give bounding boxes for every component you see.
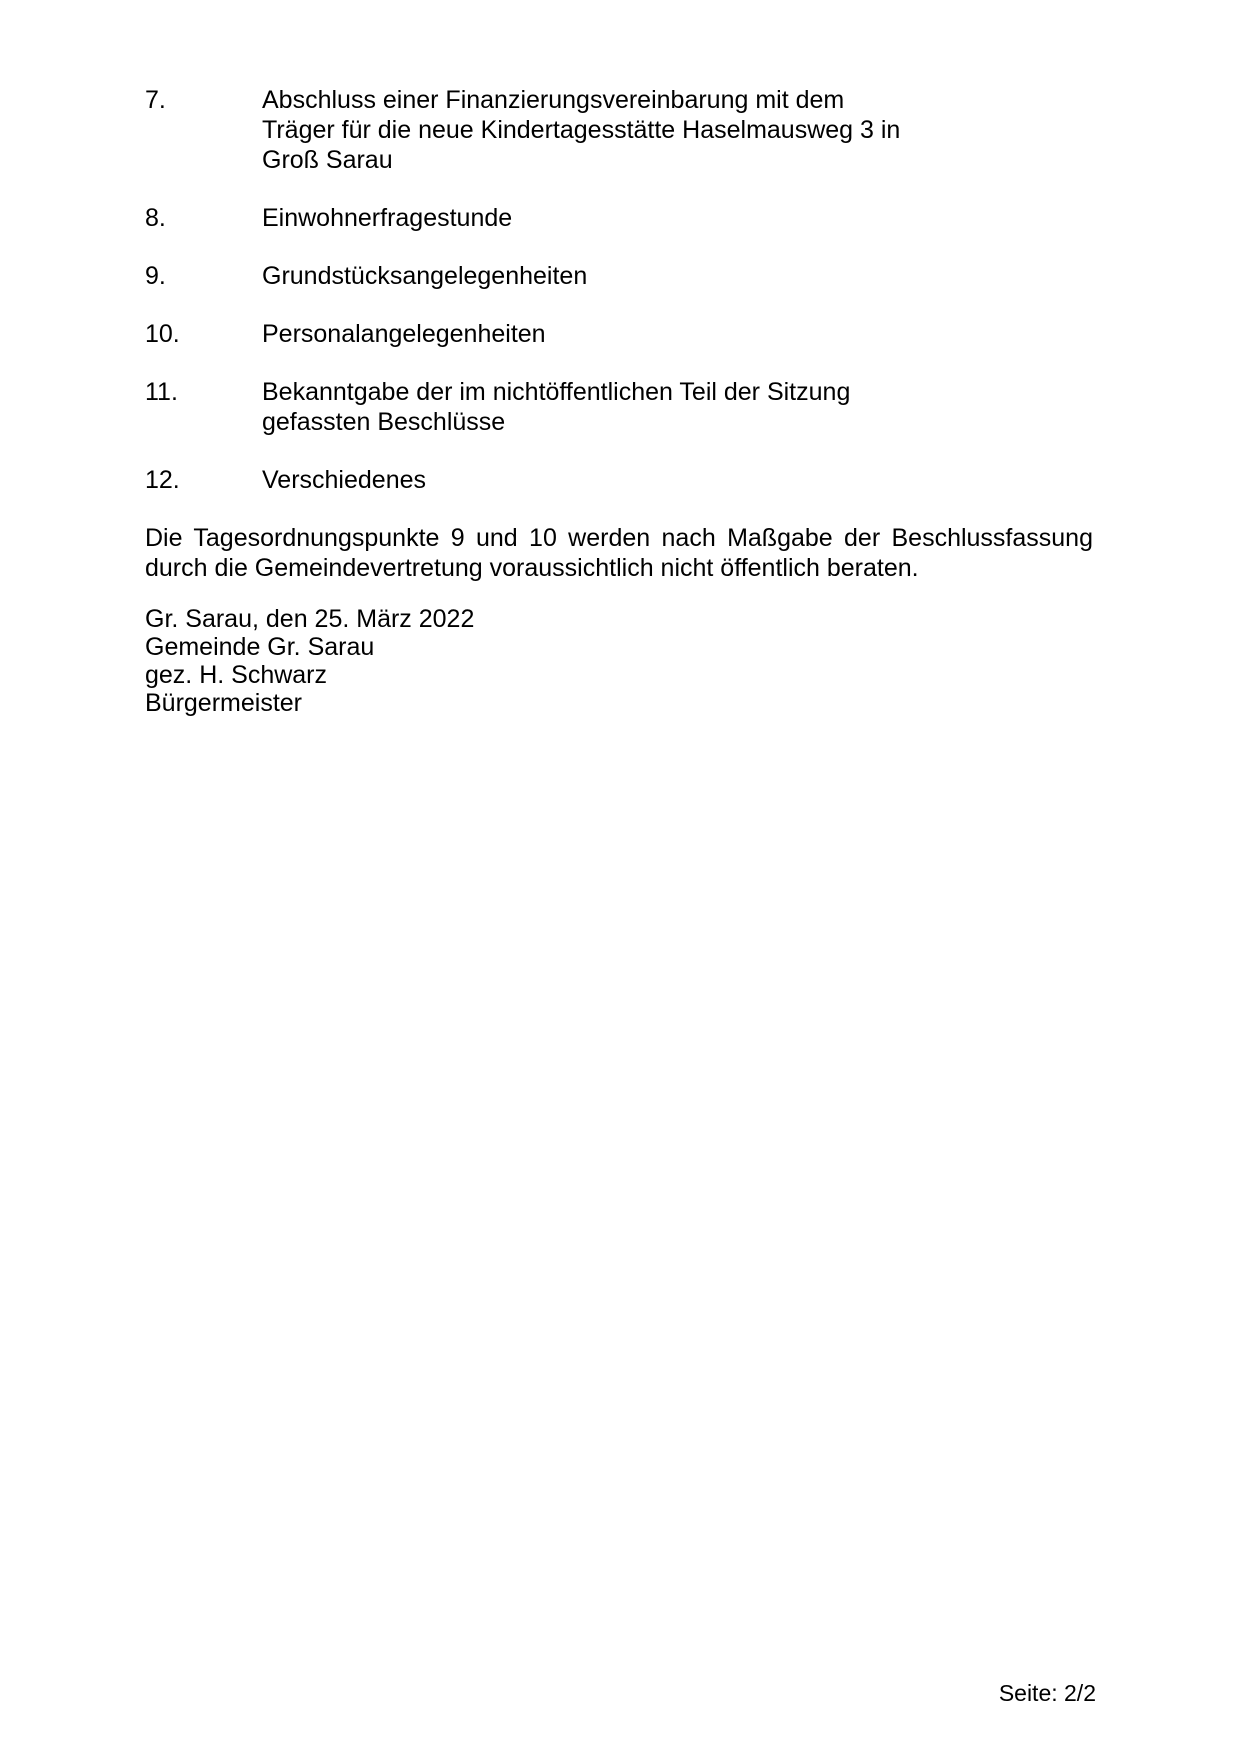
agenda-item-text [262,377,1093,437]
agenda-item-11 [145,377,1093,437]
signature-role: Bürgermeister [145,689,302,717]
agenda-item-number: 10. [145,320,180,348]
agenda-item-text [262,85,1093,175]
signature-signed-by: gez. H. Schwarz [145,661,328,689]
agenda-item-12 [145,465,1093,495]
agenda-item-number: 8. [145,204,166,232]
agenda-item-text-line: Verschiedenes [262,466,427,494]
agenda-item-text-line: Einwohnerfragestunde [262,204,513,232]
agenda-item-text [262,319,1093,349]
page-number-label: Seite: 2/2 [998,1680,1096,1706]
agenda-item-text-line: Personalangelegenheiten [262,320,546,348]
agenda-item-number: 12. [145,466,180,494]
agenda-item-text-line: Groß Sarau [262,146,393,174]
agenda-item-text-line: Bekanntgabe der im nichtöffentlichen Teil der Sitzung [262,378,851,406]
agenda-item-text [262,465,1093,495]
document-content [145,85,1093,717]
agenda-item-number: 7. [145,86,166,114]
agenda-item-text [262,203,1093,233]
agenda-item-text-line: Abschluss einer Finanzierungsvereinbarung mit dem [262,86,845,114]
signature-municipality: Gemeinde Gr. Sarau [145,633,375,661]
agenda-item-number: 11. [145,378,178,406]
signature-block [145,605,1093,717]
non-public-note [145,523,1093,583]
agenda-item-number: 9. [145,262,166,290]
agenda-item-text-line: Grundstücksangelegenheiten [262,262,588,290]
agenda-item-text-line: gefassten Beschlüsse [262,408,506,436]
agenda-item-text-line: Träger für die neue Kindertagesstätte Haselmausweg 3 in [262,116,901,144]
agenda-item-7 [145,85,1093,175]
agenda-item-9 [145,261,1093,291]
non-public-note-line: Die Tagesordnungspunkte 9 und 10 werden nach Maßgabe der Beschlussfassung [145,524,1093,552]
agenda-item-text [262,261,1093,291]
signature-place-date: Gr. Sarau, den 25. März 2022 [145,605,475,633]
agenda-item-8 [145,203,1093,233]
agenda-item-10 [145,319,1093,349]
non-public-note-line: durch die Gemeindevertretung voraussichtlich nicht öffentlich beraten. [145,554,919,582]
